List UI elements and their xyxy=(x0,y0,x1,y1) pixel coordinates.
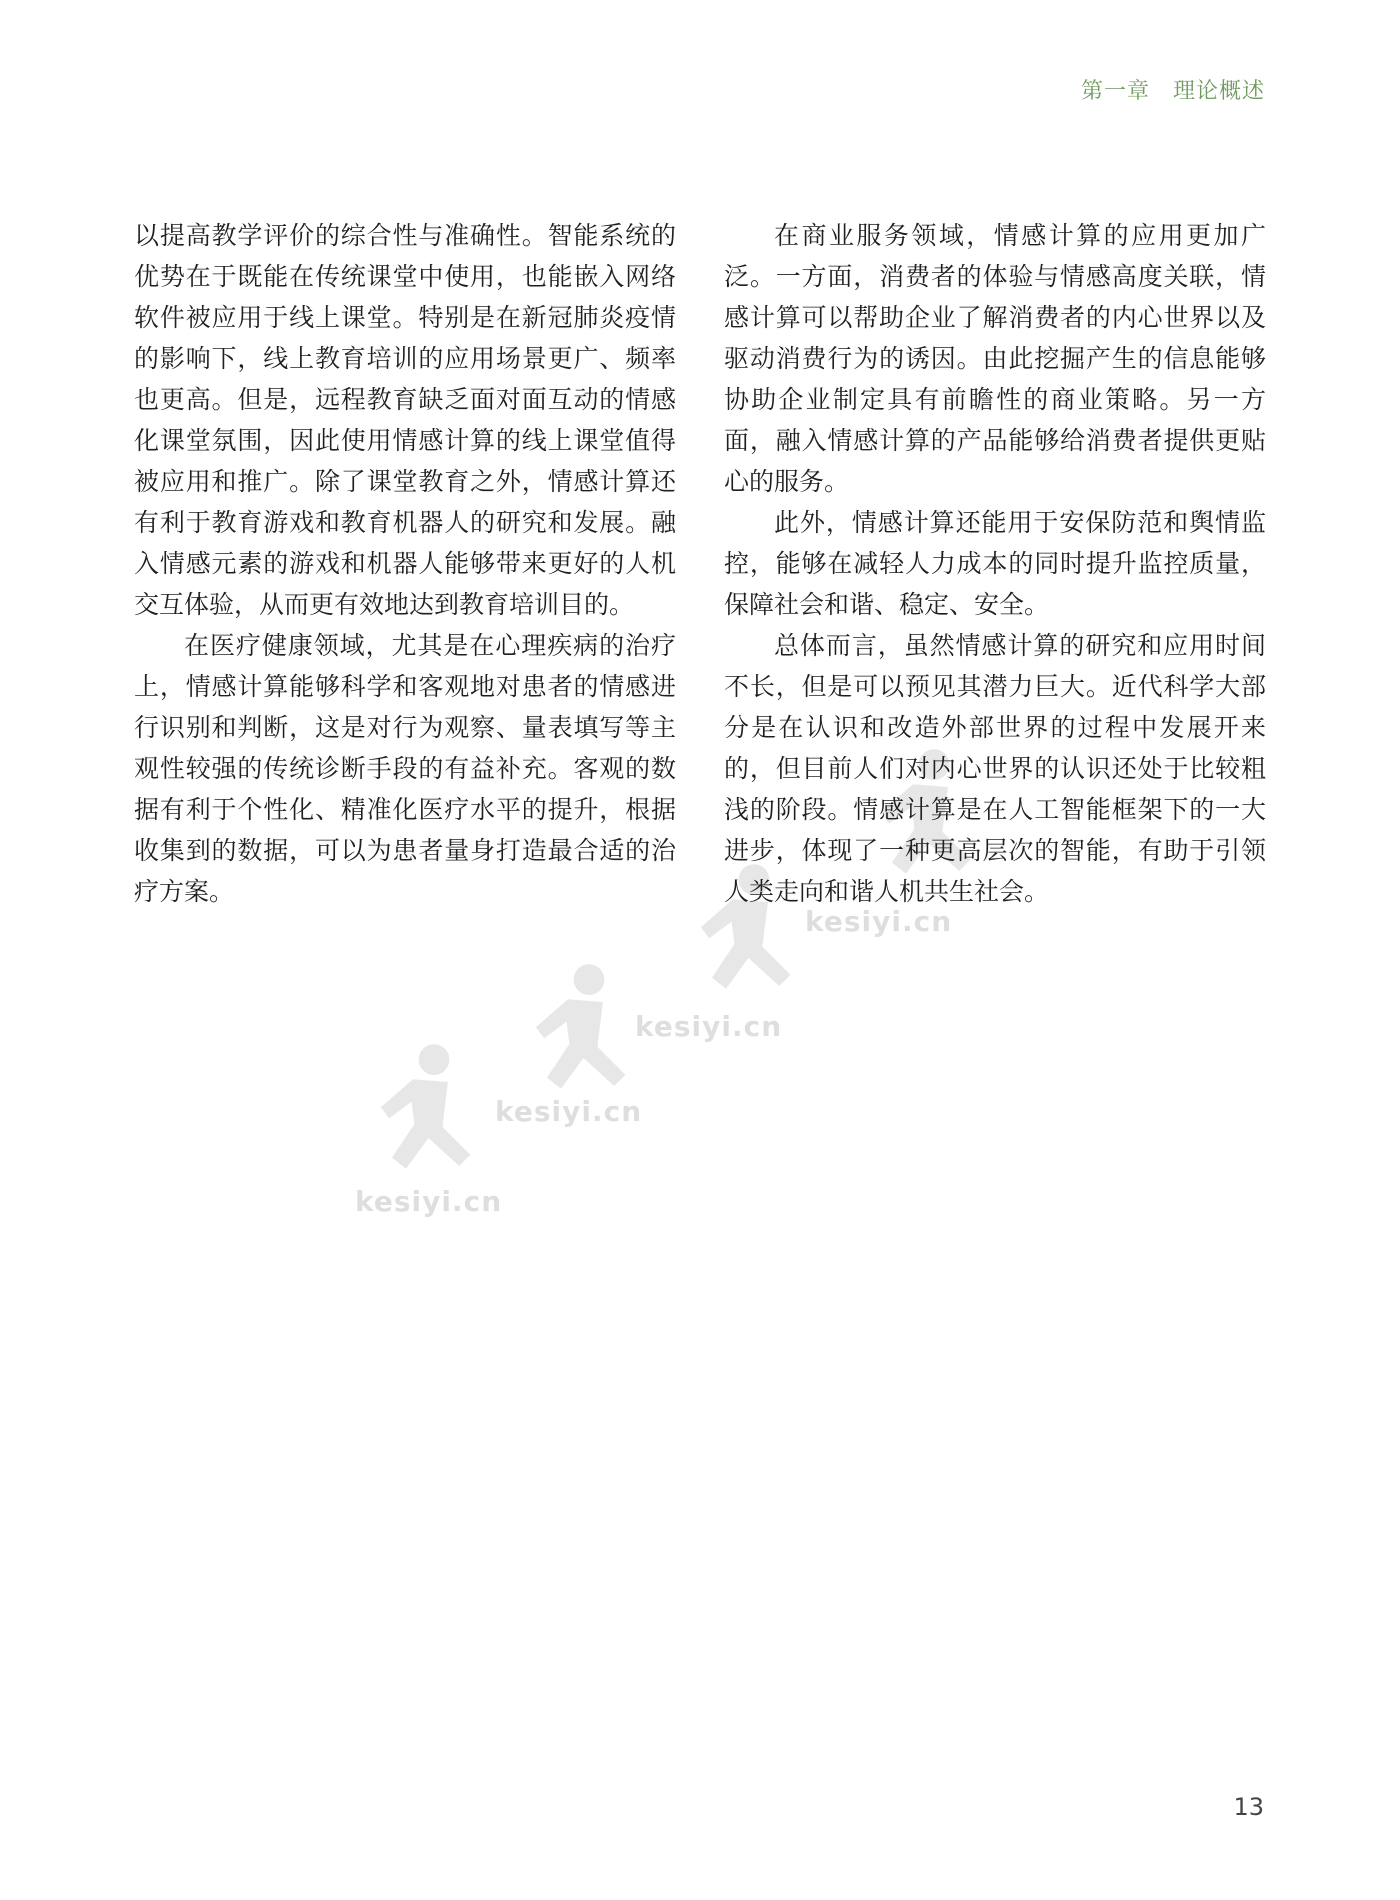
watermark-runner-icon xyxy=(505,960,645,1100)
watermark-text: kesiyi.cn xyxy=(495,1095,643,1128)
paragraph: 总体而言，虽然情感计算的研究和应用时间不长，但是可以预见其潜力巨大。近代科学大部分是在认识和改造外部世界的过程中发展开来的，但目前人们对内心世界的认识还处于比较粗浅的阶段。情感计算是在人工智能框架下的一大进步，体现了一种更高层次的智能，有助于引领人类走向和谐人机共生社会。 xyxy=(724,631,1266,906)
right-column xyxy=(724,215,1266,912)
page-number: 13 xyxy=(1233,1793,1264,1821)
watermark-text: kesiyi.cn xyxy=(635,1010,783,1043)
paragraph: 在商业服务领域，情感计算的应用更加广泛。一方面，消费者的体验与情感高度关联，情感计算可以帮助企业了解消费者的内心世界以及驱动消费行为的诱因。由此挖掘产生的信息能够协助企业制定具有前瞻性的商业策略。另一方面，融入情感计算的产品能够给消费者提供更贴心的服务。 xyxy=(724,221,1266,496)
watermark-text: kesiyi.cn xyxy=(805,905,953,938)
paragraph: 在医疗健康领域，尤其是在心理疾病的治疗上，情感计算能够科学和客观地对患者的情感进行识别和判断，这是对行为观察、量表填写等主观性较强的传统诊断手段的有益补充。客观的数据有利于个性化、精准化医疗水平的提升，根据收集到的数据，可以为患者量身打造最合适的治疗方案。 xyxy=(134,631,676,906)
paragraph: 以提高教学评价的综合性与准确性。智能系统的优势在于既能在传统课堂中使用，也能嵌入网络软件被应用于线上课堂。特别是在新冠肺炎疫情的影响下，线上教育培训的应用场景更广、频率也更高。但是，远程教育缺乏面对面互动的情感化课堂氛围，因此使用情感计算的线上课堂值得被应用和推广。除了课堂教育之外，情感计算还有利于教育游戏和教育机器人的研究和发展。融入情感元素的游戏和机器人能够带来更好的人机交互体验，从而更有效地达到教育培训目的。 xyxy=(134,221,676,619)
watermark-text: kesiyi.cn xyxy=(355,1185,503,1218)
running-header: 第一章 理论概述 xyxy=(1080,79,1265,104)
watermark-runner-icon xyxy=(350,1040,490,1180)
left-column xyxy=(134,215,676,912)
paragraph: 此外，情感计算还能用于安保防范和舆情监控，能够在减轻人力成本的同时提升监控质量，保障社会和谐、稳定、安全。 xyxy=(724,508,1266,619)
